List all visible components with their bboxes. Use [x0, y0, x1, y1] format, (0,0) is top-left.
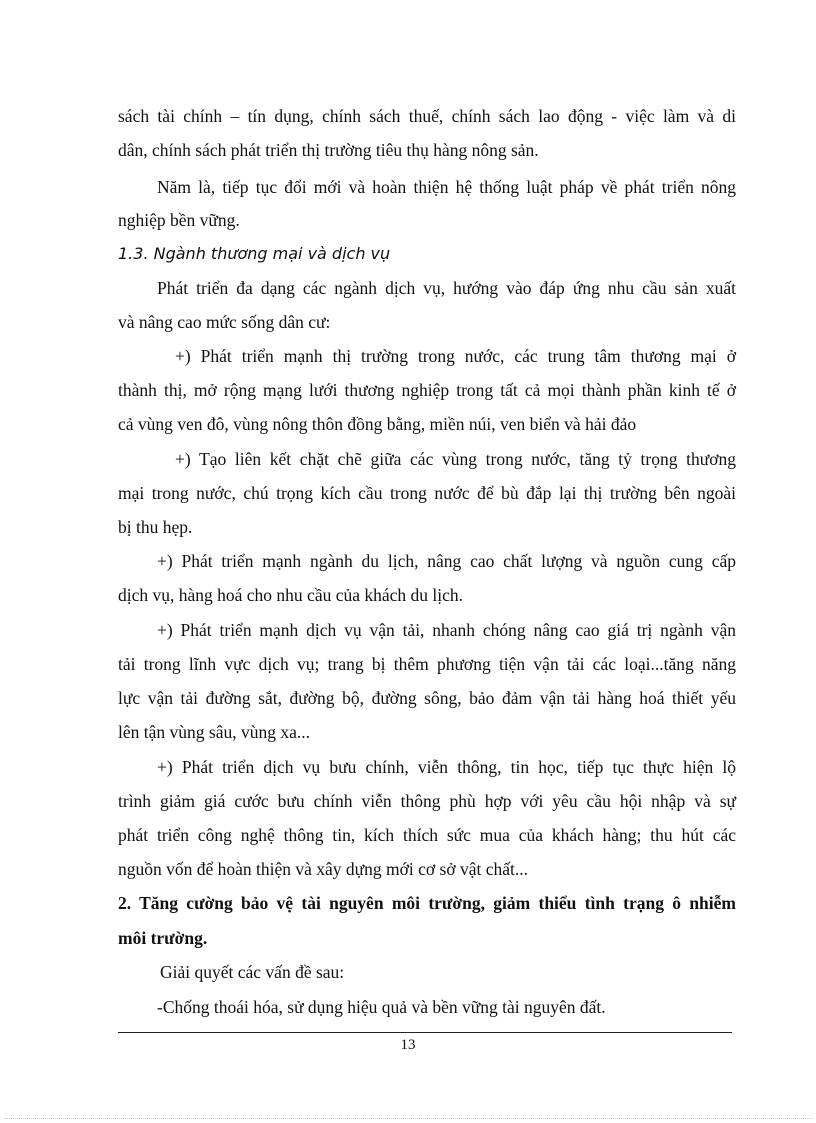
body-line: phát triển công nghệ thông tin, kích thích sức mua của khách hàng; thu hút các — [118, 825, 736, 845]
body-line: dịch vụ, hàng hoá cho nhu cầu của khách du lịch. — [118, 585, 464, 605]
bullet-line: +) Tạo liên kết chặt chẽ giữa các vùng trong nước, tăng tỷ trọng thương — [175, 449, 736, 469]
section-heading: 1.3. Ngành thương mại và dịch vụ — [118, 244, 391, 263]
body-line: sách tài chính – tín dụng, chính sách thuế, chính sách lao động - việc làm và di — [118, 106, 736, 126]
body-line: nghiệp bền vững. — [118, 210, 240, 230]
body-line: lên tận vùng sâu, vùng xa... — [118, 722, 310, 742]
bullet-line: +) Phát triển mạnh dịch vụ vận tải, nhanh chóng nâng cao giá trị ngành vận — [157, 620, 736, 640]
bullet-line: +) Phát triển dịch vụ bưu chính, viễn thông, tin học, tiếp tục thực hiện lộ — [157, 757, 736, 777]
body-line: -Chống thoái hóa, sử dụng hiệu quả và bền vững tài nguyên đất. — [157, 997, 606, 1017]
body-line: lực vận tải đường sắt, đường bộ, đường sông, bảo đảm vận tải hàng hoá thiết yếu — [118, 688, 736, 708]
page-edge-divider — [4, 1118, 812, 1119]
body-line: nguồn vốn để hoàn thiện và xây dựng mới cơ sở vật chất... — [118, 859, 529, 879]
body-line: dân, chính sách phát triển thị trường tiêu thụ hàng nông sản. — [118, 140, 539, 160]
body-line: mại trong nước, chú trọng kích cầu trong nước để bù đắp lại thị trường bên ngoài — [118, 483, 736, 503]
footer-divider — [118, 1032, 732, 1033]
bullet-line: +) Phát triển mạnh ngành du lịch, nâng cao chất lượng và nguồn cung cấp — [157, 551, 736, 571]
section-heading: môi trường. — [118, 928, 208, 948]
body-line: Phát triển đa dạng các ngành dịch vụ, hướng vào đáp ứng nhu cầu sản xuất — [157, 278, 736, 298]
body-line: Năm là, tiếp tục đổi mới và hoàn thiện hệ thống luật pháp về phát triển nông — [157, 177, 736, 197]
body-line: trình giảm giá cước bưu chính viễn thông phù hợp với yêu cầu hội nhập và sự — [118, 791, 736, 811]
bullet-line: +) Phát triển mạnh thị trường trong nước, các trung tâm thương mại ở — [175, 346, 736, 366]
body-line: tải trong lĩnh vực dịch vụ; trang bị thêm phương tiện vận tải các loại...tăng năng — [118, 654, 736, 674]
body-line: thành thị, mở rộng mạng lưới thương nghiệp trong tất cả mọi thành phần kinh tế ở — [118, 380, 736, 400]
body-line: cả vùng ven đô, vùng nông thôn đồng bằng, miền núi, ven biển và hải đảo — [118, 414, 637, 434]
section-heading: 2. Tăng cường bảo vệ tài nguyên môi trường, giảm thiểu tình trạng ô nhiễm — [118, 893, 736, 913]
body-line: Giải quyết các vấn đề sau: — [160, 962, 345, 982]
body-line: bị thu hẹp. — [118, 517, 193, 537]
body-line: và nâng cao mức sống dân cư: — [118, 312, 331, 332]
page-number: 13 — [400, 1037, 416, 1053]
